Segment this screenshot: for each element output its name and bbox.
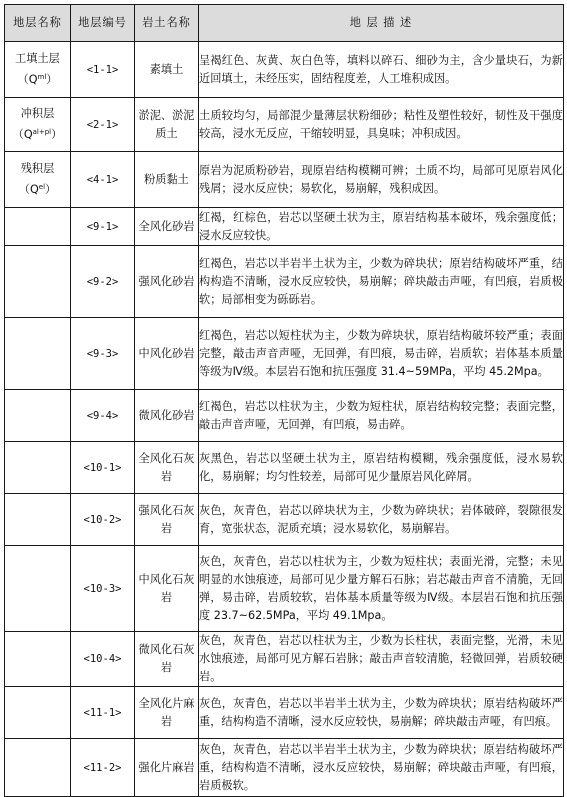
rock-name: 粉质黏土 (135, 152, 199, 208)
stratum-code: <9-2> (71, 246, 135, 318)
rock-name: 强化片麻岩 (135, 739, 199, 797)
stratum-code: <11-1> (71, 687, 135, 739)
stratum-name-cell (5, 546, 71, 632)
stratum-name-cell (5, 739, 71, 797)
stratum-name: 冲积层 (20, 107, 55, 120)
stratum-age-sup: al+pl (32, 128, 52, 136)
stratum-description: 灰黑色，岩芯以坚硬土状为主，原岩结构模糊，残余强度低，浸水易软化，易崩解；均匀性较差，局部可见少量原岩风化碎屑。 (199, 442, 564, 494)
stratum-age-sup: ml (37, 73, 47, 81)
table-row (5, 739, 564, 797)
stratum-age-prefix: （Q (17, 73, 38, 86)
stratum-name-cell (5, 494, 71, 546)
stratum-description: 灰色，灰青色，岩芯以柱状为主，少数为短柱状；表面光滑，完整；未见明显的水蚀痕迹，局部可见少量方解石石脉；岩芯敲击声音不清脆，无回弹，易击碎，岩质较软，岩体基本质量等级为Ⅳ级。本层岩石饱和抗压强度 23.7~62.5MPa，平均 49.1Mpa。 (199, 546, 564, 632)
stratum-code: <9-4> (71, 390, 135, 442)
stratum-name-cell (5, 152, 71, 208)
stratum-code: <4-1> (71, 152, 135, 208)
table-row (5, 632, 564, 687)
table-row (5, 42, 564, 98)
table-row (5, 98, 564, 152)
rock-name: 中风化石灰岩 (135, 546, 199, 632)
stratum-code: <10-4> (71, 632, 135, 687)
rock-name: 强风化砂岩 (135, 246, 199, 318)
table-row (5, 442, 564, 494)
stratum-code: <9-3> (71, 318, 135, 390)
rock-name: 微风化砂岩 (135, 390, 199, 442)
strata-table (4, 4, 564, 797)
table-row (5, 246, 564, 318)
stratum-description: 灰色，灰青色，岩芯以柱状为主，少数为长柱状，表面完整，光滑，未见水蚀痕迹，局部可见方解石岩脉；敲击声音较清脆，轻微回弹，岩质较硬岩。 (199, 632, 564, 687)
stratum-age-suffix: ） (45, 183, 57, 196)
stratum-name-cell (5, 318, 71, 390)
stratum-name-cell (5, 42, 71, 98)
stratum-code: <10-1> (71, 442, 135, 494)
rock-name: 中风化砂岩 (135, 318, 199, 390)
table-row (5, 208, 564, 246)
stratum-name: 工填土层 (15, 52, 60, 65)
stratum-name: 残积层 (20, 162, 55, 175)
stratum-code: <11-2> (71, 739, 135, 797)
header-description: 地 层 描 述 (199, 5, 564, 42)
stratum-name-cell (5, 390, 71, 442)
table-row (5, 318, 564, 390)
stratum-description: 红褐色，岩芯以柱状为主，少数为短柱状，原岩结构较完整；表面完整，敲击声音声哑，无回弹，有凹痕，易击碎。 (199, 390, 564, 442)
table-row (5, 546, 564, 632)
stratum-description: 灰色，灰青色，岩芯以半岩半土状为主，少数为碎块状；原岩结构破坏严重，结构构造不清晰，浸水反应较快，易崩解；碎块敲击声哑，有凹痕，岩质极软。 (199, 739, 564, 797)
stratum-code: <2-1> (71, 98, 135, 152)
stratum-name-cell (5, 632, 71, 687)
stratum-description: 灰色，灰青色，岩芯以半岩半土状为主，少数为碎块状；原岩结构破坏严重，结构构造不清晰，浸水反应较快，易崩解；碎块敲击声哑，有凹痕。 (199, 687, 564, 739)
stratum-name-cell (5, 246, 71, 318)
stratum-description: 红褐色，岩芯以半岩半土状为主，少数为碎块状；原岩结构破坏严重，结构构造不清晰，浸水反应较快，易崩解；碎块敲击声哑，有凹痕，岩质极软；局部相变为砾砾岩。 (199, 246, 564, 318)
stratum-age-suffix: ） (46, 73, 58, 86)
table-row (5, 390, 564, 442)
rock-name: 淤泥、淤泥质土 (135, 98, 199, 152)
stratum-age-suffix: ） (51, 128, 63, 141)
stratum-age-prefix: （Q (12, 128, 33, 141)
rock-name: 素填土 (135, 42, 199, 98)
rock-name: 微风化石灰岩 (135, 632, 199, 687)
table-row (5, 687, 564, 739)
stratum-code: <10-2> (71, 494, 135, 546)
rock-name: 全风化砂岩 (135, 208, 199, 246)
stratum-code: <10-3> (71, 546, 135, 632)
stratum-description: 原岩为泥质粉砂岩，现原岩结构模糊可辨；土质不均，局部可见原岩风化残屑；浸水反应快；易软化，易崩解，残积成因。 (199, 152, 564, 208)
stratum-code: <1-1> (71, 42, 135, 98)
header-stratum-code: 地层编号 (71, 5, 135, 42)
rock-name: 全风化石灰岩 (135, 442, 199, 494)
stratum-description: 红褐，红棕色，岩芯以坚硬土状为主，原岩结构基本破坏，残余强度低；浸水反应较快。 (199, 208, 564, 246)
stratum-code: <9-1> (71, 208, 135, 246)
header-rock-name: 岩土名称 (135, 5, 199, 42)
stratum-description: 灰色，灰青色，岩芯以碎块状为主，少数为碎块状；岩体破碎，裂隙很发育，宽张状态，泥质充填；浸水易软化，易崩解岩。 (199, 494, 564, 546)
header-stratum-name: 地层名称 (5, 5, 71, 42)
rock-name: 强风化石灰岩 (135, 494, 199, 546)
table-row (5, 494, 564, 546)
stratum-name-cell (5, 208, 71, 246)
stratum-description: 红褐色，岩芯以短柱状为主，少数为碎块状，原岩结构破坏较严重；表面完整，敲击声音声哑，无回弹，有凹痕，易击碎，岩质软；岩体基本质量等级为Ⅳ级。本层岩石饱和抗压强度 31.4~59MPa，平均 45.2Mpa。 (199, 318, 564, 390)
stratum-age-sup: el (38, 183, 46, 191)
stratum-name-cell (5, 98, 71, 152)
stratum-description: 土质较均匀，局部混少量薄层状粉细砂；粘性及塑性较好，韧性及干强度较高，浸水无反应，干缩较明显，具臭味；冲积成因。 (199, 98, 564, 152)
stratum-age-prefix: （Q (18, 183, 39, 196)
rock-name: 全风化片麻岩 (135, 687, 199, 739)
stratum-name-cell (5, 687, 71, 739)
stratum-name-cell (5, 442, 71, 494)
header-row (5, 5, 564, 42)
stratum-description: 呈褐红色、灰黄、灰白色等，填料以碎石、细砂为主，含少量块石，为新近回填土，未经压实，固结程度差，人工堆积成因。 (199, 42, 564, 98)
table-row (5, 152, 564, 208)
